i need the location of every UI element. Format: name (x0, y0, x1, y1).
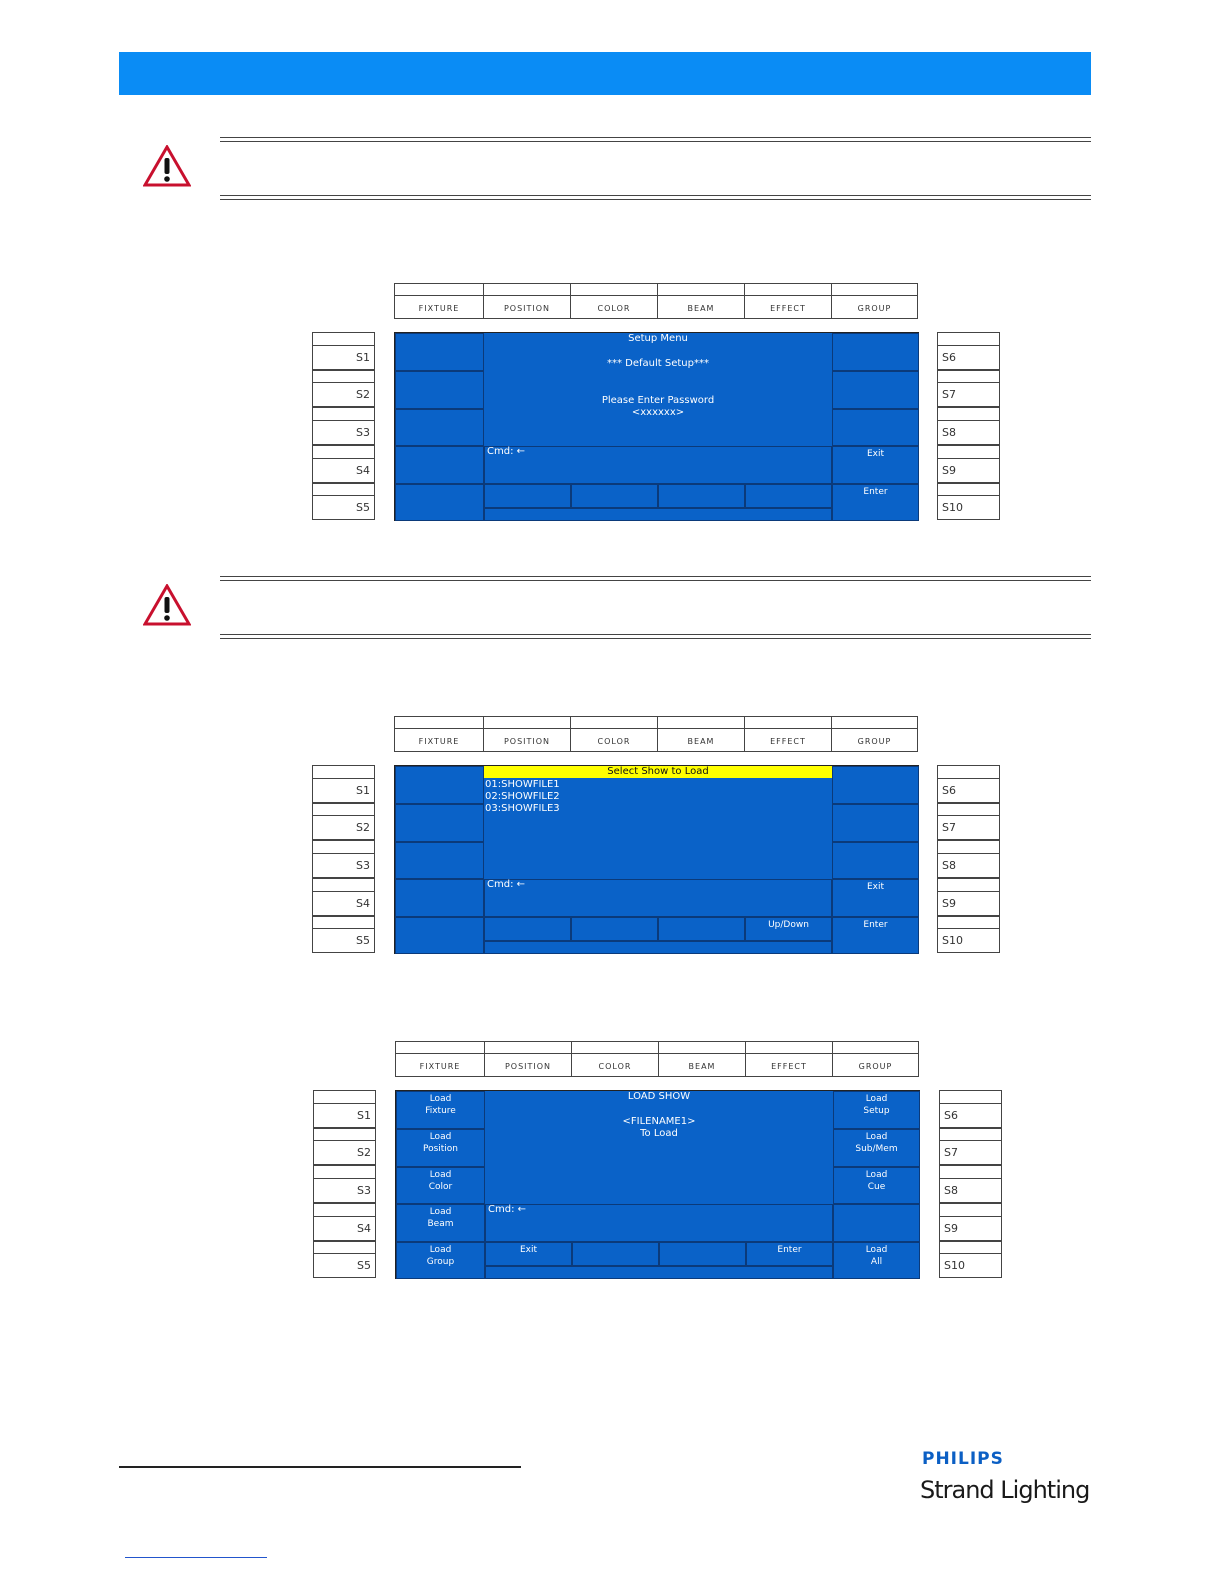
tab-fixture[interactable] (394, 283, 483, 319)
tab-group[interactable] (831, 716, 918, 752)
tab-beam[interactable] (658, 1041, 745, 1077)
filename-display: <FILENAME1> (622, 1116, 696, 1127)
console-screen (394, 332, 919, 521)
tab-label: POSITION (503, 304, 551, 313)
softkey-s2[interactable]: S2 (313, 1140, 376, 1165)
enter-softkey[interactable]: Enter (832, 917, 919, 954)
bottom-softkey-2[interactable] (571, 917, 658, 941)
softkey-cap (313, 1203, 376, 1216)
screen-title: Setup Menu (628, 333, 688, 344)
enter-softkey[interactable]: Enter (832, 484, 919, 521)
screen-softkey-left-4[interactable] (395, 879, 484, 917)
tab-effect[interactable] (744, 283, 831, 319)
tab-bar (394, 283, 918, 319)
password-field[interactable]: <xxxxxx> (631, 407, 685, 418)
softkey-s2[interactable]: S2 (312, 815, 375, 840)
setup-menu-panel (312, 282, 1002, 522)
status-bar (484, 508, 832, 521)
softkey-s3[interactable]: S3 (313, 1178, 376, 1203)
status-bar (484, 941, 832, 954)
warning-rule-top (220, 576, 1091, 581)
tab-position[interactable] (483, 716, 570, 752)
screen-subtitle: *** Default Setup*** (606, 358, 709, 369)
softkey-cap (313, 1090, 376, 1103)
screen-softkey-left-4[interactable] (395, 446, 484, 484)
load-position-softkey[interactable]: Load Position (396, 1129, 485, 1167)
bottom-softkey-4[interactable] (745, 484, 832, 508)
softkey-s4[interactable]: S4 (312, 458, 375, 483)
load-color-softkey[interactable]: Load Color (396, 1167, 485, 1204)
tab-label: POSITION (504, 1062, 552, 1071)
footer-link-underline[interactable] (125, 1557, 267, 1558)
tab-label: GROUP (858, 1062, 893, 1071)
enter-softkey[interactable]: Enter (746, 1242, 833, 1266)
screen-softkey-right-1[interactable] (832, 766, 919, 804)
screen-softkey-right-3[interactable] (832, 409, 919, 446)
tab-label: FIXTURE (419, 1062, 461, 1071)
tab-label: BEAM (688, 1062, 716, 1071)
bottom-softkey-3[interactable] (659, 1242, 746, 1266)
footer-rule (119, 1466, 521, 1468)
brand-philips: PHILIPS (922, 1449, 1004, 1469)
load-fixture-softkey[interactable]: Load Fixture (396, 1091, 485, 1129)
screen-softkey-left-1[interactable] (395, 766, 484, 804)
softkey-s1[interactable]: S1 (313, 1103, 376, 1128)
tab-position[interactable] (483, 283, 570, 319)
softkey-cap (312, 878, 375, 891)
up-down-softkey[interactable]: Up/Down (745, 917, 832, 941)
softkey-cap (937, 765, 1000, 778)
softkey-s8[interactable]: S8 (937, 420, 1000, 445)
softkey-s9[interactable]: S9 (937, 891, 1000, 916)
tab-bar (395, 1041, 919, 1077)
screen-softkey-left-3[interactable] (395, 409, 484, 446)
tab-label: FIXTURE (418, 304, 460, 313)
softkey-s4[interactable]: S4 (312, 891, 375, 916)
softkey-cap (939, 1203, 1002, 1216)
command-line[interactable] (484, 879, 832, 917)
softkey-cap (312, 840, 375, 853)
softkey-cap (312, 765, 375, 778)
softkey-s2[interactable]: S2 (312, 382, 375, 407)
tab-effect[interactable] (744, 716, 831, 752)
screen-title: LOAD SHOW (627, 1091, 691, 1102)
list-item[interactable]: 01:SHOWFILE1 (485, 779, 560, 790)
brand-strand-lighting: Strand Lighting (920, 1476, 1090, 1504)
screen-softkey-right-2[interactable] (832, 804, 919, 842)
command-prompt: Cmd: ← (487, 879, 525, 890)
warning-icon (143, 145, 191, 187)
tab-label: EFFECT (770, 737, 806, 746)
warning-rule-bottom (220, 195, 1091, 200)
softkey-s7[interactable]: S7 (939, 1140, 1002, 1165)
command-prompt: Cmd: ← (487, 446, 525, 457)
tab-bar (394, 716, 918, 752)
softkey-s1[interactable]: S1 (312, 778, 375, 803)
tab-label: GROUP (857, 304, 892, 313)
bottom-softkey-2[interactable] (571, 484, 658, 508)
softkey-cap (937, 332, 1000, 345)
tab-beam[interactable] (657, 716, 744, 752)
softkey-s8[interactable]: S8 (937, 853, 1000, 878)
softkey-s5[interactable]: S5 (313, 1253, 376, 1278)
screen-softkey-left-3[interactable] (395, 842, 484, 879)
tab-color[interactable] (570, 716, 657, 752)
command-line[interactable] (485, 1204, 833, 1242)
tab-fixture[interactable] (395, 1041, 484, 1077)
exit-softkey[interactable]: Exit (485, 1242, 572, 1266)
bottom-softkey-1[interactable] (484, 484, 571, 508)
softkey-s3[interactable]: S3 (312, 853, 375, 878)
bottom-softkey-2[interactable] (572, 1242, 659, 1266)
screen-softkey-right-2[interactable] (832, 371, 919, 409)
screen-softkey-right-3[interactable] (832, 842, 919, 879)
console-screen (394, 765, 919, 954)
list-item[interactable]: 02:SHOWFILE2 (485, 791, 560, 802)
tab-label: COLOR (598, 1062, 632, 1071)
tab-group[interactable] (832, 1041, 919, 1077)
command-prompt: Cmd: ← (488, 1204, 526, 1215)
console-screen (395, 1090, 920, 1279)
exit-softkey[interactable]: Exit (832, 446, 919, 484)
softkey-cap (312, 407, 375, 420)
list-header: Select Show to Load (484, 766, 832, 778)
tab-beam[interactable] (657, 283, 744, 319)
screen-softkey-left-2[interactable] (395, 804, 484, 842)
tab-label: POSITION (503, 737, 551, 746)
select-show-panel (312, 715, 1002, 955)
tab-label: COLOR (597, 304, 631, 313)
softkey-s7[interactable]: S7 (937, 815, 1000, 840)
softkey-s7[interactable]: S7 (937, 382, 1000, 407)
tab-label: BEAM (687, 737, 715, 746)
softkey-cap (937, 445, 1000, 458)
softkey-s10[interactable]: S10 (937, 495, 1000, 520)
tab-label: EFFECT (771, 1062, 807, 1071)
list-item[interactable]: 03:SHOWFILE3 (485, 803, 560, 814)
exit-softkey[interactable]: Exit (832, 879, 919, 917)
load-submem-softkey[interactable]: Load Sub/Mem (833, 1129, 920, 1167)
softkey-cap (312, 445, 375, 458)
softkey-cap (937, 840, 1000, 853)
softkey-s1[interactable]: S1 (312, 345, 375, 370)
tab-label: COLOR (597, 737, 631, 746)
tab-group[interactable] (831, 283, 918, 319)
softkey-cap (312, 332, 375, 345)
bottom-softkey-3[interactable] (658, 917, 745, 941)
softkey-cap (939, 1090, 1002, 1103)
tab-color[interactable] (571, 1041, 658, 1077)
command-line[interactable] (484, 446, 832, 484)
status-bar (485, 1266, 833, 1279)
tab-label: EFFECT (770, 304, 806, 313)
warning-rule-top (220, 137, 1091, 142)
password-prompt: Please Enter Password (601, 395, 715, 406)
softkey-s6[interactable]: S6 (937, 345, 1000, 370)
load-cue-softkey[interactable]: Load Cue (833, 1167, 920, 1204)
softkey-s10[interactable]: S10 (937, 928, 1000, 953)
screen-softkey-right-1[interactable] (832, 333, 919, 371)
warning-icon (143, 584, 191, 626)
screen-softkey-left-2[interactable] (395, 371, 484, 409)
screen-softkey-right-4[interactable] (833, 1204, 920, 1242)
tab-effect[interactable] (745, 1041, 832, 1077)
load-group-softkey[interactable]: Load Group (396, 1242, 485, 1279)
softkey-s3[interactable]: S3 (312, 420, 375, 445)
softkey-s9[interactable]: S9 (939, 1216, 1002, 1241)
tab-label: BEAM (687, 304, 715, 313)
softkey-s9[interactable]: S9 (937, 458, 1000, 483)
load-show-panel (313, 1040, 1003, 1280)
softkey-cap (313, 1165, 376, 1178)
header-band (119, 52, 1091, 95)
softkey-s5[interactable]: S5 (312, 928, 375, 953)
load-beam-softkey[interactable]: Load Beam (396, 1204, 485, 1242)
screen-softkey-left-5[interactable] (395, 484, 484, 521)
tab-color[interactable] (570, 283, 657, 319)
bottom-softkey-1[interactable] (484, 917, 571, 941)
load-setup-softkey[interactable]: Load Setup (833, 1091, 920, 1129)
load-all-softkey[interactable]: Load All (833, 1242, 920, 1279)
tab-fixture[interactable] (394, 716, 483, 752)
screen-softkey-left-5[interactable] (395, 917, 484, 954)
screen-softkey-left-1[interactable] (395, 333, 484, 371)
tab-position[interactable] (484, 1041, 571, 1077)
softkey-s6[interactable]: S6 (937, 778, 1000, 803)
softkey-s5[interactable]: S5 (312, 495, 375, 520)
to-load-text: To Load (640, 1128, 678, 1139)
softkey-cap (939, 1165, 1002, 1178)
softkey-s6[interactable]: S6 (939, 1103, 1002, 1128)
softkey-cap (937, 878, 1000, 891)
softkey-s4[interactable]: S4 (313, 1216, 376, 1241)
softkey-s8[interactable]: S8 (939, 1178, 1002, 1203)
tab-label: GROUP (857, 737, 892, 746)
warning-rule-bottom (220, 634, 1091, 639)
tab-label: FIXTURE (418, 737, 460, 746)
softkey-cap (937, 407, 1000, 420)
bottom-softkey-3[interactable] (658, 484, 745, 508)
softkey-s10[interactable]: S10 (939, 1253, 1002, 1278)
